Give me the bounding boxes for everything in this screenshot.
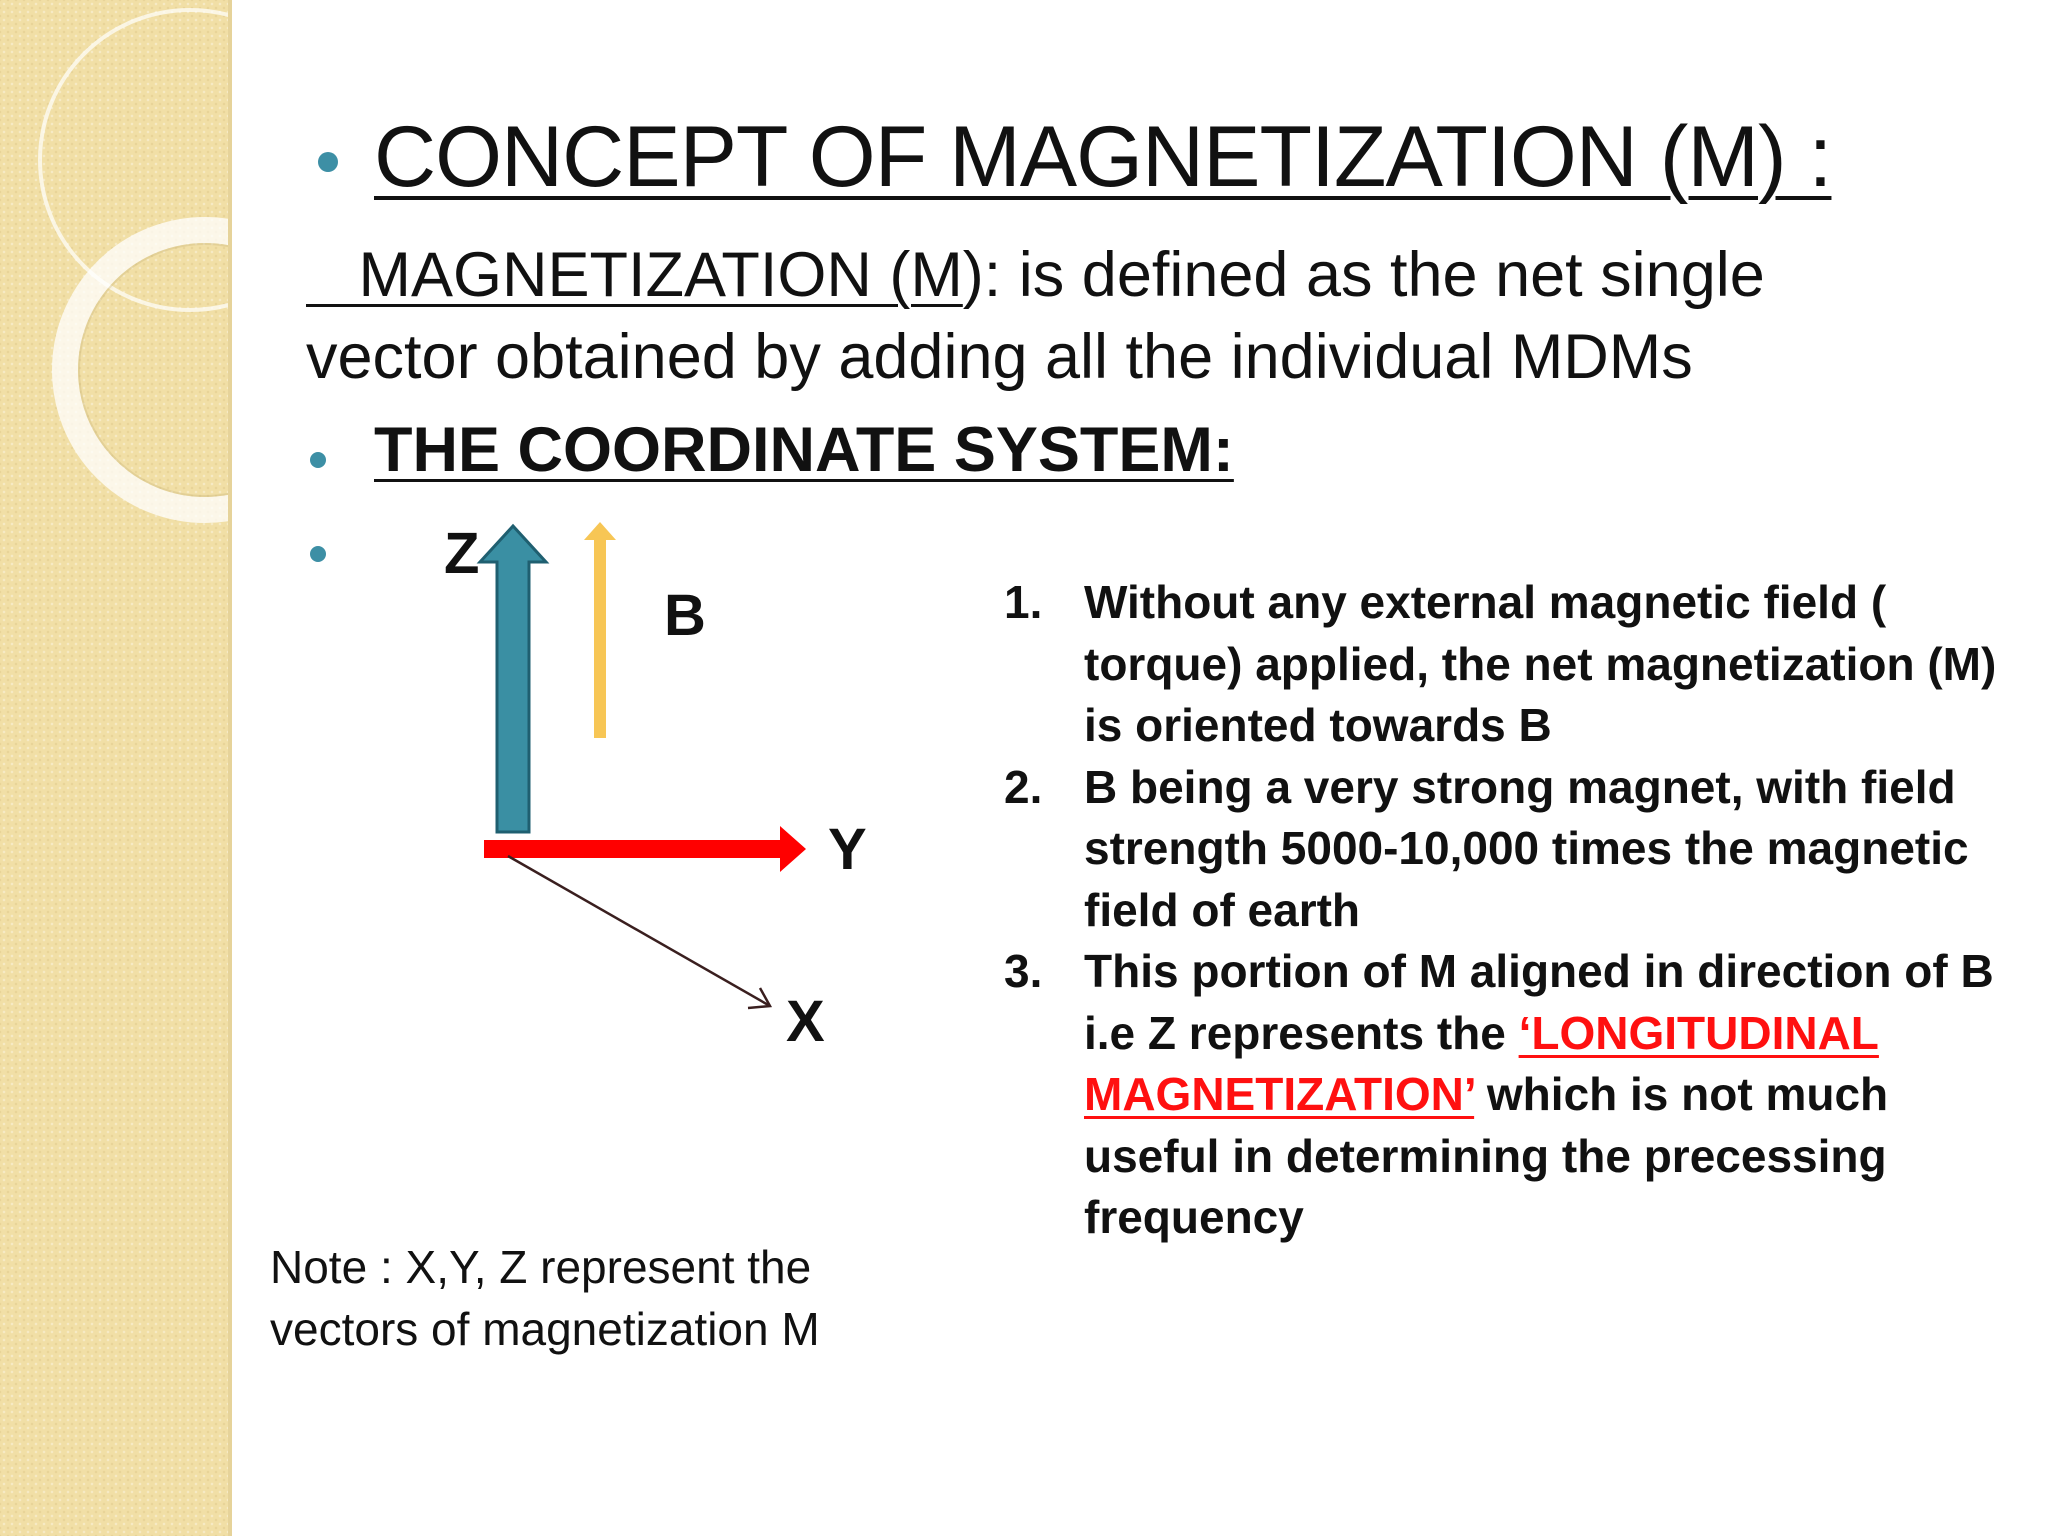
note-line2: vectors of magnetization M <box>270 1303 820 1355</box>
explanation-list <box>1004 572 2004 1249</box>
list-item <box>1004 572 2004 757</box>
list-item <box>1004 941 2004 1249</box>
longitudinal-magnetization-term: ‘LONGITUDINAL MAGNETIZATION’ <box>1084 1006 1879 1120</box>
list-item-number: 2. <box>1004 760 1043 813</box>
definition-line2: vector obtained by adding all the individual MDMs <box>306 322 1693 392</box>
y-axis-label: Y <box>828 817 867 882</box>
b-field-arrow <box>584 522 616 738</box>
list-item-text-before: This portion of M aligned in direction of B i.e Z represents the <box>1084 945 1994 1059</box>
x-axis-arrow <box>508 856 770 1008</box>
list-item-text-after: which is not much useful in determining the precessing frequency <box>1084 1068 1889 1243</box>
list-item-number: 3. <box>1004 945 1043 997</box>
list-item-text: B being a very strong magnet, with field strength 5000-10,000 times the magnetic field of earth <box>1084 760 1969 936</box>
b-field-label: B <box>664 583 706 648</box>
z-axis-arrow <box>480 526 546 832</box>
y-axis-arrow <box>484 826 806 872</box>
list-item-text: Without any external magnetic field ( torque) applied, the net magnetization (M) is oriented towards B <box>1084 576 1997 751</box>
list-item <box>1004 757 2004 942</box>
note-line1: Note : X,Y, Z represent the <box>270 1241 812 1293</box>
definition-term: MAGNETIZATION (M <box>306 240 963 310</box>
definition-line1: is defined as the net single <box>1001 240 1765 310</box>
z-axis-label: Z <box>444 521 480 586</box>
list-item-number: 1. <box>1004 576 1043 628</box>
x-axis-label: X <box>786 989 825 1054</box>
note-text <box>270 1236 950 1360</box>
coordinate-heading: THE COORDINATE SYSTEM: <box>374 415 1234 485</box>
slide-title: CONCEPT OF MAGNETIZATION (M) : <box>374 109 1832 205</box>
definition-term-end: ): <box>962 240 1002 310</box>
